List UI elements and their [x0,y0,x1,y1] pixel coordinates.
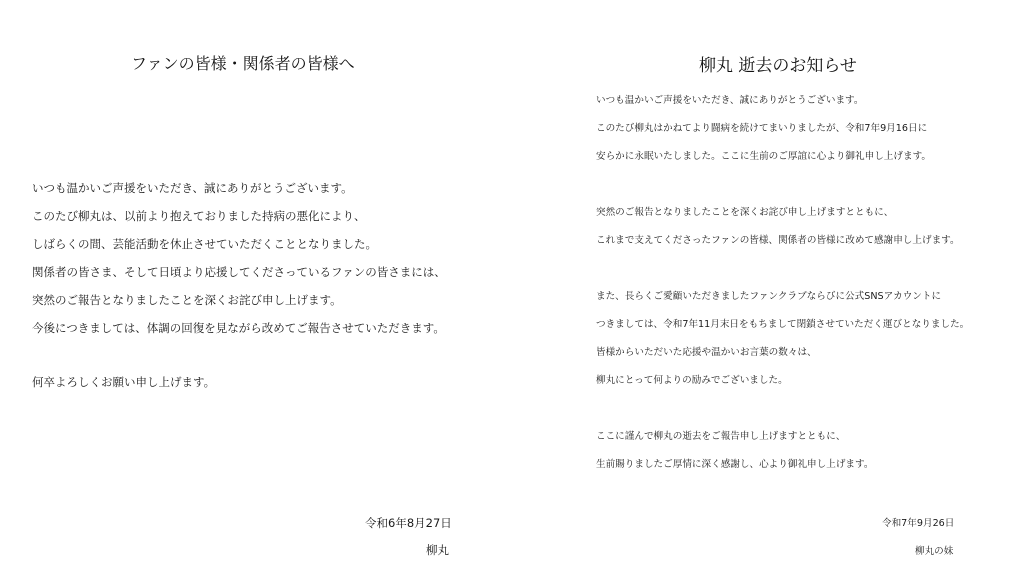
left-body-line: いつも温かいご声援をいただき、誠にありがとうございます。 [32,181,353,195]
right-announcement [512,0,1024,576]
right-body-line: 安らかに永眠いたしました。ここに生前のご厚誼に心より御礼申し上げます。 [596,151,932,162]
left-body-line: 関係者の皆さま、そして日頃より応援してくださっているファンの皆さまには、 [32,265,446,279]
left-body-line: 今後につきましては、体調の回復を見ながら改めてご報告させていただきます。 [32,321,445,335]
left-closing: 何卒よろしくお願い申し上げます。 [32,375,216,389]
right-body-line: また、長らくご愛顧いただきましたファンクラブならびに公式SNSアカウントに [596,291,942,302]
right-body-line: 突然のご報告となりましたことを深くお詫び申し上げますとともに、 [596,207,894,218]
left-body-line: このたび柳丸は、以前より抱えておりました持病の悪化により、 [32,209,366,223]
right-body-line: つきましては、令和7年11月末日をもちまして閉鎖させていただく運びとなりました。 [596,319,970,330]
left-body [32,178,446,346]
left-body-line: 突然のご報告となりましたことを深くお詫び申し上げます。 [32,293,342,307]
right-body-line: 皆様からいただいた応援や温かいお言葉の数々は、 [596,347,817,358]
left-title: ファンの皆様・関係者の皆様へ [131,53,355,73]
left-body-line: しばらくの間、芸能活動を休止させていただくこととなりました。 [32,237,377,251]
right-body-line: ここに謹んで柳丸の逝去をご報告申し上げますとともに、 [596,431,846,442]
right-title: 柳丸 逝去のお知らせ [699,56,857,77]
right-date: 令和7年9月26日 [882,518,955,529]
right-body-line: このたび柳丸はかねてより闘病を続けてまいりましたが、令和7年9月16日に [596,123,928,134]
right-body-line: 柳丸にとって何よりの励みでございました。 [596,375,788,386]
right-body-line: いつも温かいご声援をいただき、誠にありがとうございます。 [596,95,864,106]
right-body-line: 生前賜りましたご厚情に深く感謝し、心より御礼申し上げます。 [596,459,874,470]
right-body-line: これまで支えてくださったファンの皆様、関係者の皆様に改めて感謝申し上げます。 [596,235,960,246]
left-signature: 柳丸 [426,543,449,557]
right-signature: 柳丸の妹 [915,546,954,557]
left-date: 令和6年8月27日 [365,516,452,530]
